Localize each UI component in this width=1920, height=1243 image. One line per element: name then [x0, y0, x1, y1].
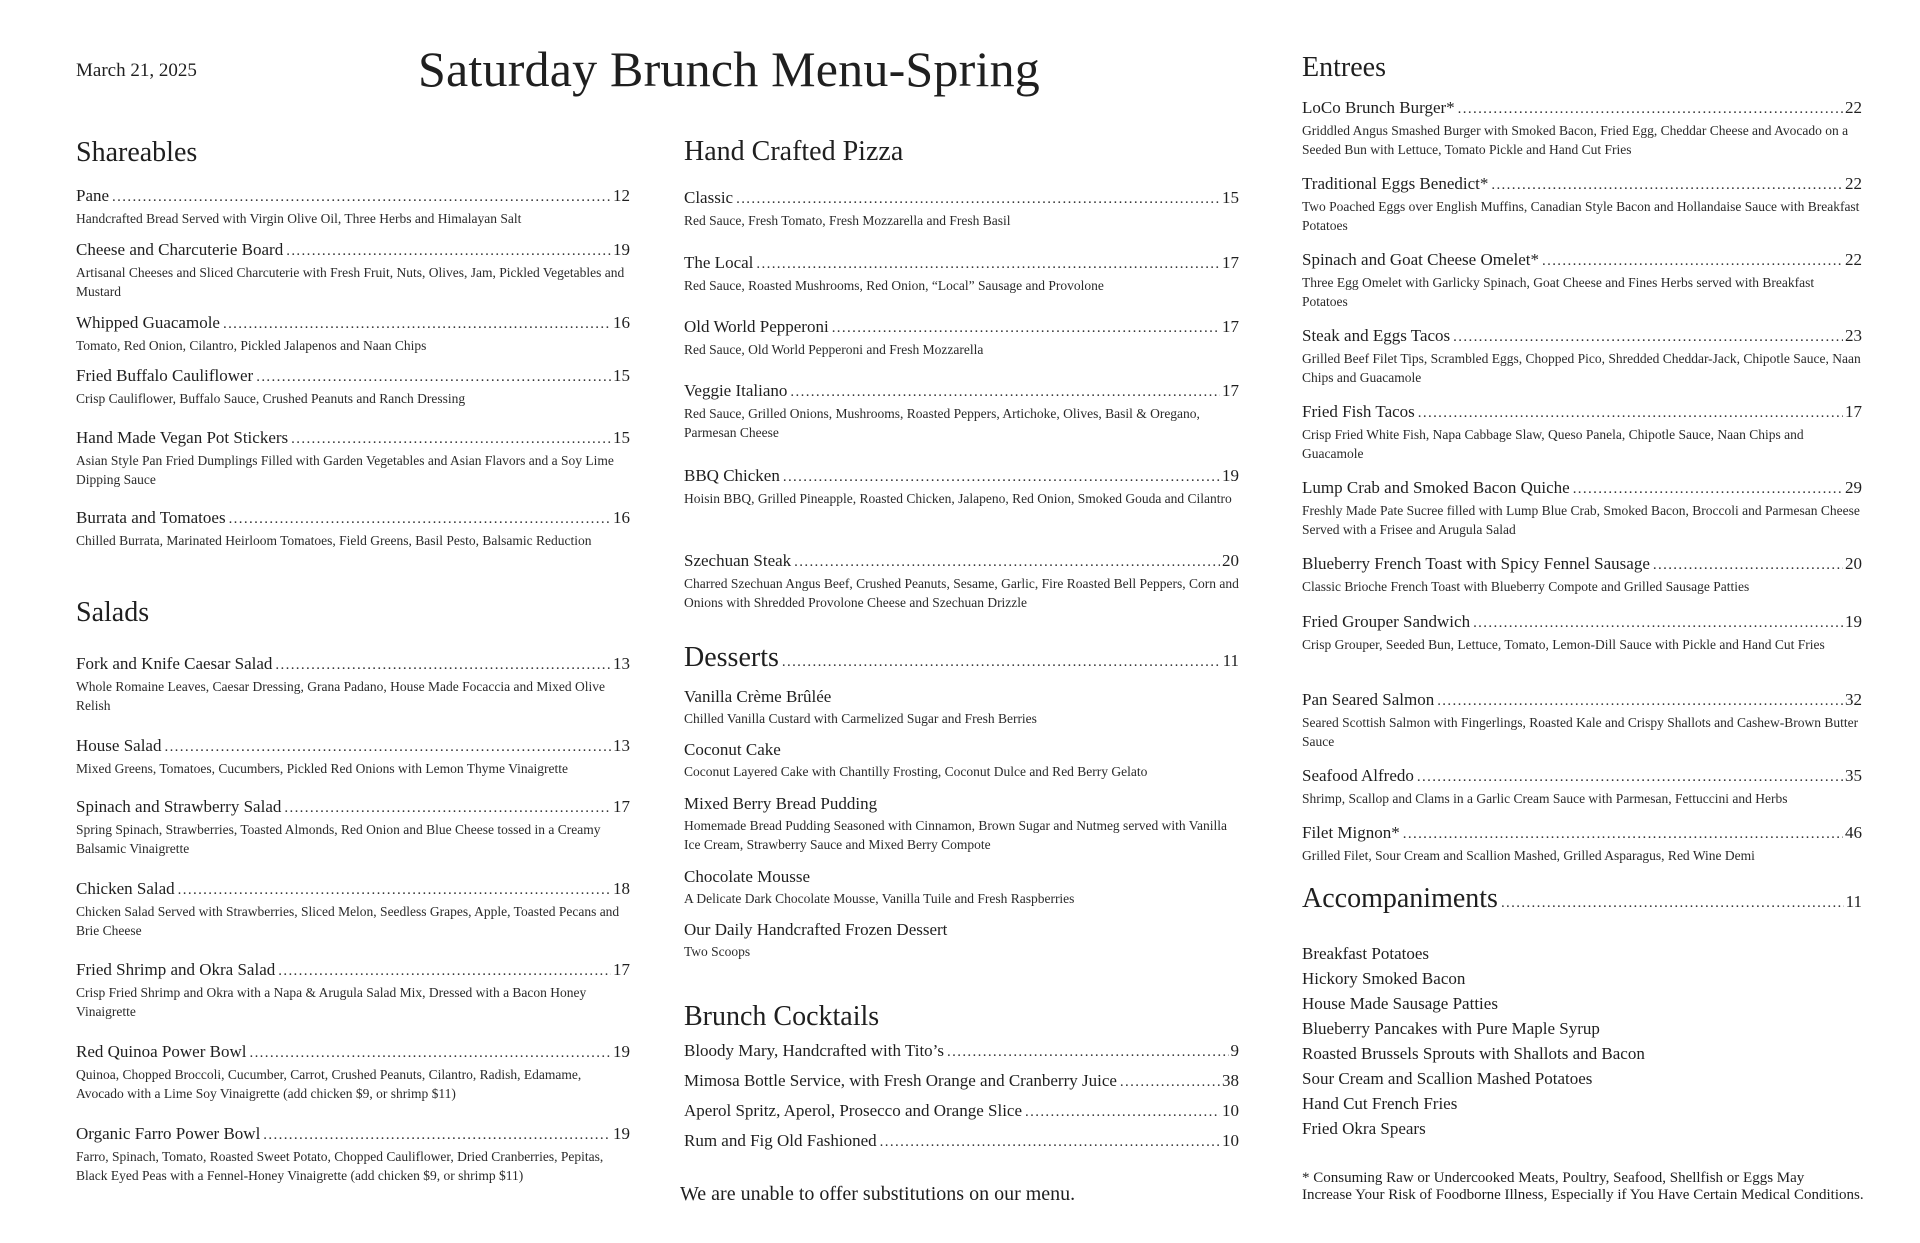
item-description: Hoisin BBQ, Grilled Pineapple, Roasted Chicken, Jalapeno, Red Onion, Smoked Gouda and Cilantro	[684, 491, 1232, 506]
item-name: Veggie Italiano	[684, 381, 788, 400]
item-line	[684, 188, 1239, 209]
salad-item	[76, 736, 630, 778]
item-name: Hand Made Vegan Pot Stickers	[76, 428, 289, 447]
item-name: Classic	[684, 188, 734, 207]
shareable-item	[76, 240, 630, 301]
leader-dots	[164, 736, 611, 757]
item-name: Fork and Knife Caesar Salad	[76, 654, 273, 673]
pizza-item	[684, 551, 1239, 612]
item-price: 18	[613, 879, 630, 898]
item-price: 19	[1845, 612, 1862, 631]
item-line	[1302, 554, 1862, 575]
leader-dots	[1453, 326, 1843, 347]
item-price: 46	[1845, 823, 1862, 842]
dessert-item	[684, 920, 1239, 961]
accompaniment-item: Hickory Smoked Bacon	[1302, 969, 1466, 988]
section-heading-desserts: Desserts	[684, 642, 779, 673]
item-description: Crisp Fried Shrimp and Okra with a Napa & Arugula Salad Mix, Dressed with a Bacon Honey Vinaigrette	[76, 985, 587, 1019]
item-description: Grilled Filet, Sour Cream and Scallion Mashed, Grilled Asparagus, Red Wine Demi	[1302, 848, 1755, 863]
leader-dots	[256, 366, 611, 387]
item-line	[76, 186, 630, 207]
leader-dots	[782, 653, 1221, 671]
dessert-item	[684, 687, 1239, 728]
item-name: Chocolate Mousse	[684, 867, 811, 886]
entree-item	[1302, 690, 1862, 751]
item-line	[76, 313, 630, 334]
item-price: 13	[613, 654, 630, 673]
pizza-item	[684, 466, 1239, 508]
item-line	[684, 381, 1239, 402]
item-line	[76, 1042, 630, 1063]
item-name: BBQ Chicken	[684, 466, 780, 485]
item-line	[1302, 98, 1862, 119]
leader-dots	[291, 428, 611, 449]
leader-dots	[1542, 250, 1843, 271]
item-price: 19	[1222, 466, 1239, 485]
item-name: Rum and Fig Old Fashioned	[684, 1131, 877, 1150]
leader-dots	[1653, 554, 1843, 575]
item-description: Coconut Layered Cake with Chantilly Frosting, Coconut Dulce and Red Berry Gelato	[684, 764, 1148, 779]
shareable-item	[76, 366, 630, 408]
entree-item	[1302, 326, 1862, 387]
item-name: Aperol Spritz, Aperol, Prosecco and Orange Slice	[684, 1101, 1023, 1120]
leader-dots	[229, 508, 611, 529]
item-line	[1302, 690, 1862, 711]
leader-dots	[790, 381, 1220, 402]
pizza-item	[684, 317, 1239, 359]
section-heading-pizza: Hand Crafted Pizza	[684, 136, 904, 167]
shareable-item	[76, 186, 630, 228]
leader-dots	[1458, 98, 1843, 119]
health-disclaimer	[1302, 1170, 1892, 1204]
entree-item	[1302, 478, 1862, 539]
cocktail-item	[684, 1071, 1239, 1092]
leader-dots	[1437, 690, 1843, 711]
leader-dots	[223, 313, 611, 334]
item-name: Seafood Alfredo	[1302, 766, 1414, 785]
disclaimer-line-2: Increase Your Risk of Foodborne Illness, Especially if You Have Certain Medical Conditions.	[1302, 1187, 1864, 1203]
item-description: Homemade Bread Pudding Seasoned with Cinnamon, Brown Sugar and Nutmeg served with Vanilla Ice Cream, Strawberry Sauce and Mixed Berry Compote	[684, 818, 1228, 852]
item-description: Handcrafted Bread Served with Virgin Olive Oil, Three Herbs and Himalayan Salt	[76, 211, 522, 226]
item-line	[76, 797, 630, 818]
item-description: Spring Spinach, Strawberries, Toasted Almonds, Red Onion and Blue Cheese tossed in a Creamy Balsamic Vinaigrette	[76, 822, 601, 856]
entree-item	[1302, 402, 1862, 463]
leader-dots	[1403, 823, 1843, 844]
leader-dots	[1417, 766, 1843, 787]
item-line	[76, 1124, 630, 1145]
item-description: Two Poached Eggs over English Muffins, Canadian Style Bacon and Hollandaise Sauce with Breakfast Potatoes	[1302, 199, 1860, 233]
leader-dots	[1120, 1071, 1220, 1092]
item-line	[1302, 823, 1862, 844]
leader-dots	[783, 466, 1220, 487]
cocktail-item	[684, 1101, 1239, 1122]
pizza-item	[684, 253, 1239, 295]
leader-dots	[1418, 402, 1843, 423]
entree-item	[1302, 554, 1862, 596]
item-name: Red Quinoa Power Bowl	[76, 1042, 247, 1061]
item-name: Old World Pepperoni	[684, 317, 829, 336]
leader-dots	[263, 1124, 611, 1145]
entree-item	[1302, 98, 1862, 159]
section-price: 11	[1845, 892, 1862, 911]
item-description: Crisp Grouper, Seeded Bun, Lettuce, Tomato, Lemon-Dill Sauce with Pickle and Hand Cut Fries	[1302, 637, 1825, 652]
entree-item	[1302, 766, 1862, 808]
item-description: Tomato, Red Onion, Cilantro, Pickled Jalapenos and Naan Chips	[76, 338, 427, 353]
item-price: 19	[613, 1124, 630, 1143]
item-description: Seared Scottish Salmon with Fingerlings, Roasted Kale and Crispy Shallots and Cashew-Brown Butter Sauce	[1302, 715, 1859, 749]
item-description: Quinoa, Chopped Broccoli, Cucumber, Carrot, Crushed Peanuts, Cilantro, Radish, Edamame, Avocado with a Lime Soy Vinaigrette (add chicken $9, or shrimp $11)	[76, 1067, 582, 1101]
salad-item	[76, 1042, 630, 1103]
item-description: Charred Szechuan Angus Beef, Crushed Peanuts, Sesame, Garlic, Fire Roasted Bell Peppers, Corn and Onions with Shredded Provolone Cheese and Szechuan Drizzle	[684, 576, 1239, 610]
item-line	[684, 687, 1239, 707]
item-price: 19	[613, 1042, 630, 1061]
item-line	[1302, 250, 1862, 271]
section-heading-entrees: Entrees	[1302, 52, 1386, 83]
item-price: 22	[1845, 174, 1862, 193]
section-heading-row-desserts	[684, 642, 1239, 674]
shareable-item	[76, 313, 630, 355]
dessert-item	[684, 794, 1239, 854]
item-description: Red Sauce, Grilled Onions, Mushrooms, Roasted Peppers, Artichoke, Olives, Basil & Oregano, Parmesan Cheese	[684, 406, 1200, 440]
item-name: Fried Buffalo Cauliflower	[76, 366, 254, 385]
accompaniment-item: House Made Sausage Patties	[1302, 994, 1498, 1013]
leader-dots	[112, 186, 611, 207]
item-price: 23	[1845, 326, 1862, 345]
item-description: Three Egg Omelet with Garlicky Spinach, Goat Cheese and Fines Herbs served with Breakfast Potatoes	[1302, 275, 1815, 309]
shareable-item	[76, 508, 630, 550]
leader-dots	[832, 317, 1220, 338]
item-line	[684, 551, 1239, 572]
leader-dots	[178, 879, 611, 900]
accompaniment-item: Hand Cut French Fries	[1302, 1094, 1458, 1113]
salad-item	[76, 960, 630, 1021]
item-name: Bloody Mary, Handcrafted with Tito’s	[684, 1041, 945, 1060]
salad-item	[76, 654, 630, 715]
item-price: 35	[1845, 766, 1862, 785]
item-price: 29	[1845, 478, 1862, 497]
leader-dots	[275, 654, 611, 675]
accompaniment-item: Roasted Brussels Sprouts with Shallots and Bacon	[1302, 1044, 1645, 1063]
item-name: Pan Seared Salmon	[1302, 690, 1435, 709]
item-line	[684, 466, 1239, 487]
item-name: Lump Crab and Smoked Bacon Quiche	[1302, 478, 1570, 497]
dessert-item	[684, 867, 1239, 908]
item-price: 10	[1222, 1101, 1239, 1120]
pizza-item	[684, 381, 1239, 442]
item-price: 13	[613, 736, 630, 755]
item-name: Szechuan Steak	[684, 551, 792, 570]
item-description: Red Sauce, Roasted Mushrooms, Red Onion, “Local” Sausage and Provolone	[684, 278, 1104, 293]
item-price: 19	[613, 240, 630, 259]
accompaniment-item: Blueberry Pancakes with Pure Maple Syrup	[1302, 1019, 1600, 1038]
item-name: Vanilla Crème Brûlée	[684, 687, 832, 706]
leader-dots	[278, 960, 611, 981]
item-price: 20	[1845, 554, 1862, 573]
accompaniments-list	[1302, 941, 1862, 1141]
item-description: Asian Style Pan Fried Dumplings Filled with Garden Vegetables and Asian Flavors and a Soy Lime Dipping Sauce	[76, 453, 614, 487]
item-name: Blueberry French Toast with Spicy Fennel Sausage	[1302, 554, 1650, 573]
item-description: Griddled Angus Smashed Burger with Smoked Bacon, Fried Egg, Cheddar Cheese and Avocado on a Seeded Bun with Lettuce, Tomato Pickle and Hand Cut Fries	[1302, 123, 1849, 157]
entree-item	[1302, 250, 1862, 311]
leader-dots	[794, 551, 1220, 572]
item-line	[1302, 174, 1862, 195]
item-line	[684, 317, 1239, 338]
item-description: Shrimp, Scallop and Clams in a Garlic Cream Sauce with Parmesan, Fettuccini and Herbs	[1302, 791, 1788, 806]
item-price: 22	[1845, 98, 1862, 117]
section-heading-accompaniments: Accompaniments	[1302, 883, 1498, 914]
item-line	[76, 508, 630, 529]
item-name: House Salad	[76, 736, 162, 755]
item-name: Fried Shrimp and Okra Salad	[76, 960, 276, 979]
item-line	[76, 240, 630, 261]
item-price: 9	[1230, 1041, 1239, 1060]
item-name: Traditional Eggs Benedict*	[1302, 174, 1489, 193]
item-description: Crisp Cauliflower, Buffalo Sauce, Crushed Peanuts and Ranch Dressing	[76, 391, 466, 406]
section-heading-cocktails: Brunch Cocktails	[684, 1001, 880, 1032]
item-description: Whole Romaine Leaves, Caesar Dressing, Grana Padano, House Made Focaccia and Mixed Olive Relish	[76, 679, 605, 713]
leader-dots	[284, 797, 611, 818]
item-line	[684, 1071, 1239, 1092]
item-line	[1302, 326, 1862, 347]
item-price: 17	[1222, 317, 1239, 336]
item-price: 15	[1222, 188, 1239, 207]
item-price: 10	[1222, 1131, 1239, 1150]
item-description: Red Sauce, Fresh Tomato, Fresh Mozzarella and Fresh Basil	[684, 213, 1011, 228]
item-name: Burrata and Tomatoes	[76, 508, 226, 527]
item-price: 17	[1222, 253, 1239, 272]
salad-item	[76, 879, 630, 940]
item-line	[76, 366, 630, 387]
item-description: Crisp Fried White Fish, Napa Cabbage Slaw, Queso Panela, Chipotle Sauce, Naan Chips and Guacamole	[1302, 427, 1804, 461]
leader-dots	[249, 1042, 611, 1063]
leader-dots	[947, 1041, 1228, 1062]
item-price: 16	[613, 313, 630, 332]
item-description: Mixed Greens, Tomatoes, Cucumbers, Pickled Red Onions with Lemon Thyme Vinaigrette	[76, 761, 569, 776]
item-name: Pane	[76, 186, 110, 205]
item-description: Grilled Beef Filet Tips, Scrambled Eggs, Chopped Pico, Shredded Cheddar-Jack, Chipotle Sauce, Naan Chips and Guacamole	[1302, 351, 1861, 385]
shareable-item	[76, 428, 630, 489]
item-line	[76, 960, 630, 981]
item-description: A Delicate Dark Chocolate Mousse, Vanilla Tuile and Fresh Raspberries	[684, 891, 1075, 906]
item-name: Coconut Cake	[684, 740, 781, 759]
item-price: 38	[1222, 1071, 1239, 1090]
item-name: Mixed Berry Bread Pudding	[684, 794, 878, 813]
item-price: 15	[613, 428, 630, 447]
item-description: Chicken Salad Served with Strawberries, Sliced Melon, Seedless Grapes, Apple, Toasted Pecans and Brie Cheese	[76, 904, 620, 938]
item-name: Chicken Salad	[76, 879, 175, 898]
leader-dots	[756, 253, 1220, 274]
page-title: Saturday Brunch Menu-Spring	[418, 41, 1040, 97]
item-price: 15	[613, 366, 630, 385]
item-price: 22	[1845, 250, 1862, 269]
entree-item	[1302, 823, 1862, 865]
item-line	[76, 428, 630, 449]
item-description: Farro, Spinach, Tomato, Roasted Sweet Potato, Chopped Cauliflower, Dried Cranberries, Pepitas, Black Eyed Peas with a Fennel-Honey Vinaigrette (add chicken $9, or shrimp $11)	[76, 1149, 604, 1183]
item-description: Chilled Vanilla Custard with Carmelized Sugar and Fresh Berries	[684, 711, 1037, 726]
section-heading-row-accompaniments	[1302, 883, 1862, 915]
leader-dots	[880, 1131, 1220, 1152]
item-line	[684, 794, 1239, 814]
item-description: Classic Brioche French Toast with Blueberry Compote and Grilled Sausage Patties	[1302, 579, 1750, 594]
item-name: Filet Mignon*	[1302, 823, 1400, 842]
item-price: 16	[613, 508, 630, 527]
item-name: Spinach and Goat Cheese Omelet*	[1302, 250, 1539, 269]
item-name: Fried Grouper Sandwich	[1302, 612, 1471, 631]
accompaniment-item: Sour Cream and Scallion Mashed Potatoes	[1302, 1069, 1593, 1088]
item-description: Red Sauce, Old World Pepperoni and Fresh Mozzarella	[684, 342, 984, 357]
dessert-item	[684, 740, 1239, 781]
item-name: Fried Fish Tacos	[1302, 402, 1415, 421]
item-name: Spinach and Strawberry Salad	[76, 797, 282, 816]
item-price: 17	[613, 960, 630, 979]
substitution-note: We are unable to offer substitutions on our menu.	[680, 1183, 1076, 1205]
item-description: Freshly Made Pate Sucree filled with Lump Blue Crab, Smoked Bacon, Broccoli and Parmesan Cheese Served with a Frisee and Arugula Salad	[1302, 503, 1860, 537]
item-name: LoCo Brunch Burger*	[1302, 98, 1455, 117]
leader-dots	[1501, 894, 1844, 912]
item-price: 17	[1845, 402, 1862, 421]
item-price: 17	[613, 797, 630, 816]
item-name: Mimosa Bottle Service, with Fresh Orange and Cranberry Juice	[684, 1071, 1117, 1090]
disclaimer-line-1: * Consuming Raw or Undercooked Meats, Poultry, Seafood, Shellfish or Eggs May	[1302, 1170, 1805, 1186]
leader-dots	[1025, 1101, 1220, 1122]
item-line	[1302, 402, 1862, 423]
section-heading-salads: Salads	[76, 597, 150, 628]
section-heading-shareables: Shareables	[76, 137, 198, 168]
item-price: 17	[1222, 381, 1239, 400]
accompaniment-item: Fried Okra Spears	[1302, 1119, 1426, 1138]
item-price: 32	[1845, 690, 1862, 709]
leader-dots	[1573, 478, 1843, 499]
item-description: Chilled Burrata, Marinated Heirloom Tomatoes, Field Greens, Basil Pesto, Balsamic Reduction	[76, 533, 592, 548]
item-name: The Local	[684, 253, 754, 272]
item-description: Artisanal Cheeses and Sliced Charcuterie with Fresh Fruit, Nuts, Olives, Jam, Pickled Vegetables and Mustard	[76, 265, 625, 299]
menu-date: March 21, 2025	[76, 60, 197, 81]
item-name: Whipped Guacamole	[76, 313, 220, 332]
cocktail-item	[684, 1041, 1239, 1062]
salad-item	[76, 797, 630, 858]
item-price: 20	[1222, 551, 1239, 570]
entree-item	[1302, 174, 1862, 235]
item-line	[684, 920, 1239, 940]
item-line	[684, 253, 1239, 274]
pizza-item	[684, 188, 1239, 230]
item-name: Organic Farro Power Bowl	[76, 1124, 261, 1143]
item-line	[684, 1131, 1239, 1152]
item-line	[1302, 766, 1862, 787]
item-line	[1302, 612, 1862, 633]
leader-dots	[736, 188, 1220, 209]
item-price: 12	[613, 186, 630, 205]
leader-dots	[1491, 174, 1843, 195]
leader-dots	[1473, 612, 1843, 633]
item-line	[76, 654, 630, 675]
item-line	[684, 867, 1239, 887]
entree-item	[1302, 612, 1862, 654]
accompaniment-item: Breakfast Potatoes	[1302, 944, 1429, 963]
item-line	[76, 736, 630, 757]
item-line	[684, 1041, 1239, 1062]
leader-dots	[286, 240, 611, 261]
item-description: Two Scoops	[684, 944, 751, 959]
item-name: Cheese and Charcuterie Board	[76, 240, 284, 259]
item-line	[1302, 478, 1862, 499]
cocktail-item	[684, 1131, 1239, 1152]
item-line	[76, 879, 630, 900]
item-name: Our Daily Handcrafted Frozen Dessert	[684, 920, 948, 939]
salad-item	[76, 1124, 630, 1185]
section-price: 11	[1222, 651, 1239, 670]
item-line	[684, 1101, 1239, 1122]
item-name: Steak and Eggs Tacos	[1302, 326, 1451, 345]
item-line	[684, 740, 1239, 760]
